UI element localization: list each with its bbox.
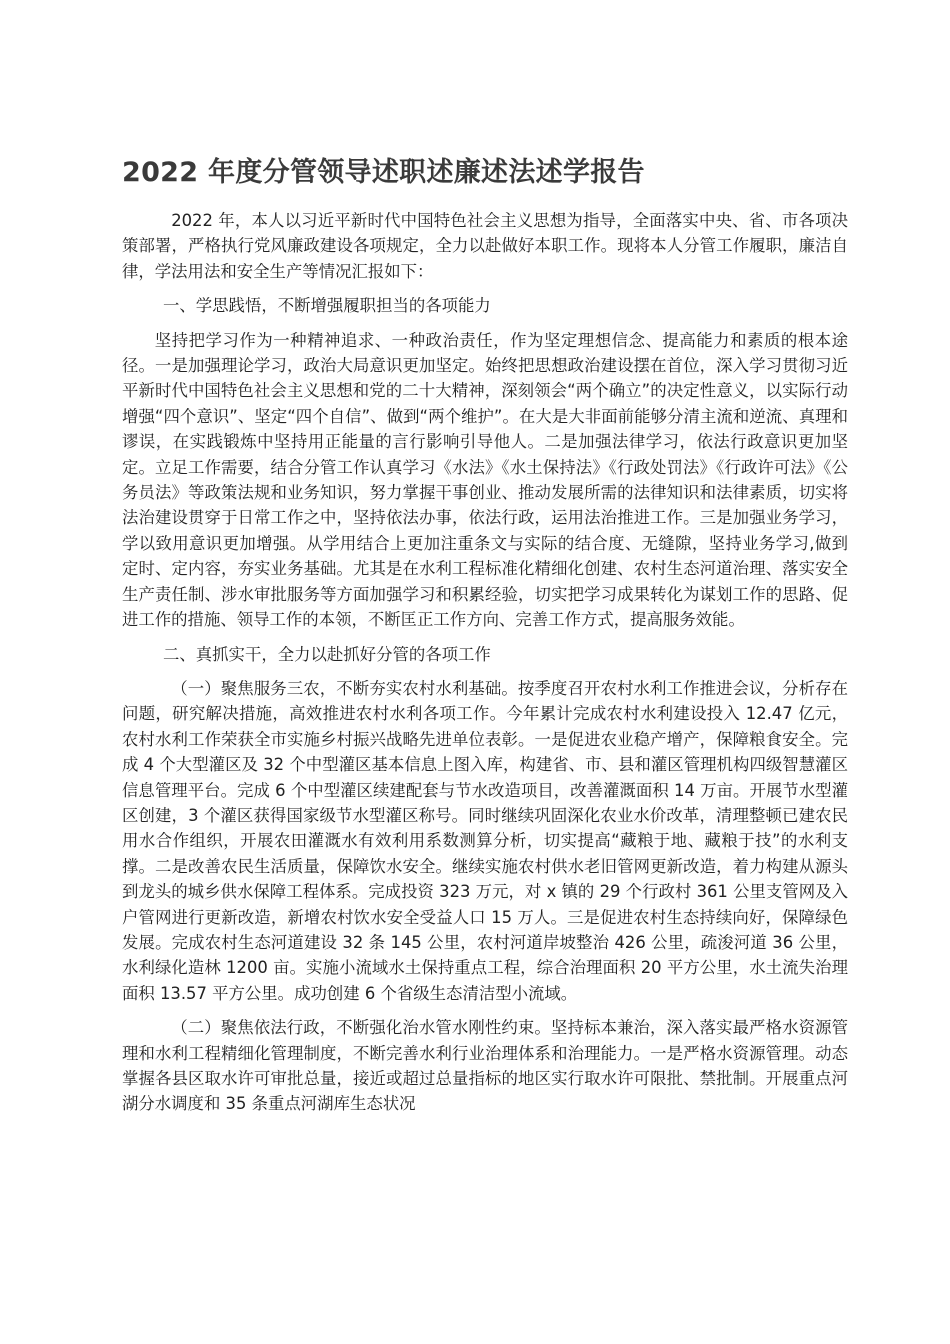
document-body (122, 208, 848, 1117)
section-heading-1: 一、学思践悟，不断增强履职担当的各项能力 (163, 296, 491, 316)
subsection-1-paragraph: （一）聚焦服务三农，不断夯实农村水利基础。按季度召开农村水利工作推进会议，分析存在问题，研究解决措施，高效推进农村水利各项工作。今年累计完成农村水利建设投入 12.47 亿元，农村水利工作荣获全市实施乡村振兴战略先进单位表彰。一是促进农业稳产增产，保障粮食安全。完成 4 个大型灌区及 32 个中型灌区基本信息上图入库，构建省、市、县和灌区管理机构四级智慧灌区信息管理平台。完成 6 个中型灌区续建配套与节水改造项目，改善灌溉面积 14 万亩。开展节水型灌区创建，3 个灌区获得国家级节水型灌区称号。同时继续巩固深化农业水价改革，清理整顿已建农民用水合作组织，开展农田灌溉水有效利用系数测算分析，切实提高“藏粮于地、藏粮于技”的水利支撑。二是改善农民生活质量，保障饮水安全。继续实施农村供水老旧管网更新改造，着力构建从源头到龙头的城乡供水保障工程体系。完成投资 323 万元，对 x 镇的 29 个行政村 361 公里支管网及入户管网进行更新改造，新增农村饮水安全受益人口 15 万人。三是促进农村生态持续向好，保障绿色发展。完成农村生态河道建设 32 条 145 公里，农村河道岸坡整治 426 公里，疏浚河道 36 公里，水利绿化造林 1200 亩。实施小流域水土保持重点工程，综合治理面积 20 平方公里，水土流失治理面积 13.57 平方公里。成功创建 6 个省级生态清洁型小流域。 (122, 678, 848, 1003)
subsection-2-paragraph: （二）聚焦依法行政，不断强化治水管水刚性约束。坚持标本兼治，深入落实最严格水资源管理和水利工程精细化管理制度，不断完善水利行业治理体系和治理能力。一是严格水资源管理。动态掌握各县区取水许可审批总量，接近或超过总量指标的地区实行取水许可限批、禁批制。开展重点河湖分水调度和 35 条重点河湖库生态状况 (122, 1018, 848, 1114)
section-1-paragraph: 坚持把学习作为一种精神追求、一种政治责任，作为坚定理想信念、提高能力和素质的根本途径。一是加强理论学习，政治大局意识更加坚定。始终把思想政治建设摆在首位，深入学习贯彻习近平新时代中国特色社会主义思想和党的二十大精神，深刻领会“两个确立”的决定性意义，以实际行动增强“四个意识”、坚定“四个自信”、做到“两个维护”。在大是大非面前能够分清主流和逆流、真理和谬误，在实践锻炼中坚持用正能量的言行影响引导他人。二是加强法律学习，依法行政意识更加坚定。立足工作需要，结合分管工作认真学习《水法》《水土保持法》《行政处罚法》《行政许可法》《公务员法》等政策法规和业务知识，努力掌握干事创业、推动发展所需的法律知识和法律素质，切实将法治建设贯穿于日常工作之中，坚持依法办事，依法行政，运用法治推进工作。三是加强业务学习，学以致用意识更加增强。从学用结合上更加注重条文与实际的结合度、无缝隙，坚持业务学习,做到定时、定内容，夯实业务基础。尤其是在水利工程标准化精细化创建、农村生态河道治理、落实安全生产责任制、涉水审批服务等方面加强学习和积累经验，切实把学习成果转化为谋划工作的思路、促进工作的措施、领导工作的本领，不断匡正工作方向、完善工作方式，提高服务效能。 (122, 330, 848, 630)
intro-paragraph: 2022 年，本人以习近平新时代中国特色社会主义思想为指导，全面落实中央、省、市各项决策部署，严格执行党风廉政建设各项规定，全力以赴做好本职工作。现将本人分管工作履职，廉洁自律，学法用法和安全生产等情况汇报如下： (122, 211, 848, 281)
section-heading-2: 二、真抓实干，全力以赴抓好分管的各项工作 (163, 644, 491, 664)
document-title: 2022 年度分管领导述职述廉述法述学报告 (122, 157, 645, 188)
